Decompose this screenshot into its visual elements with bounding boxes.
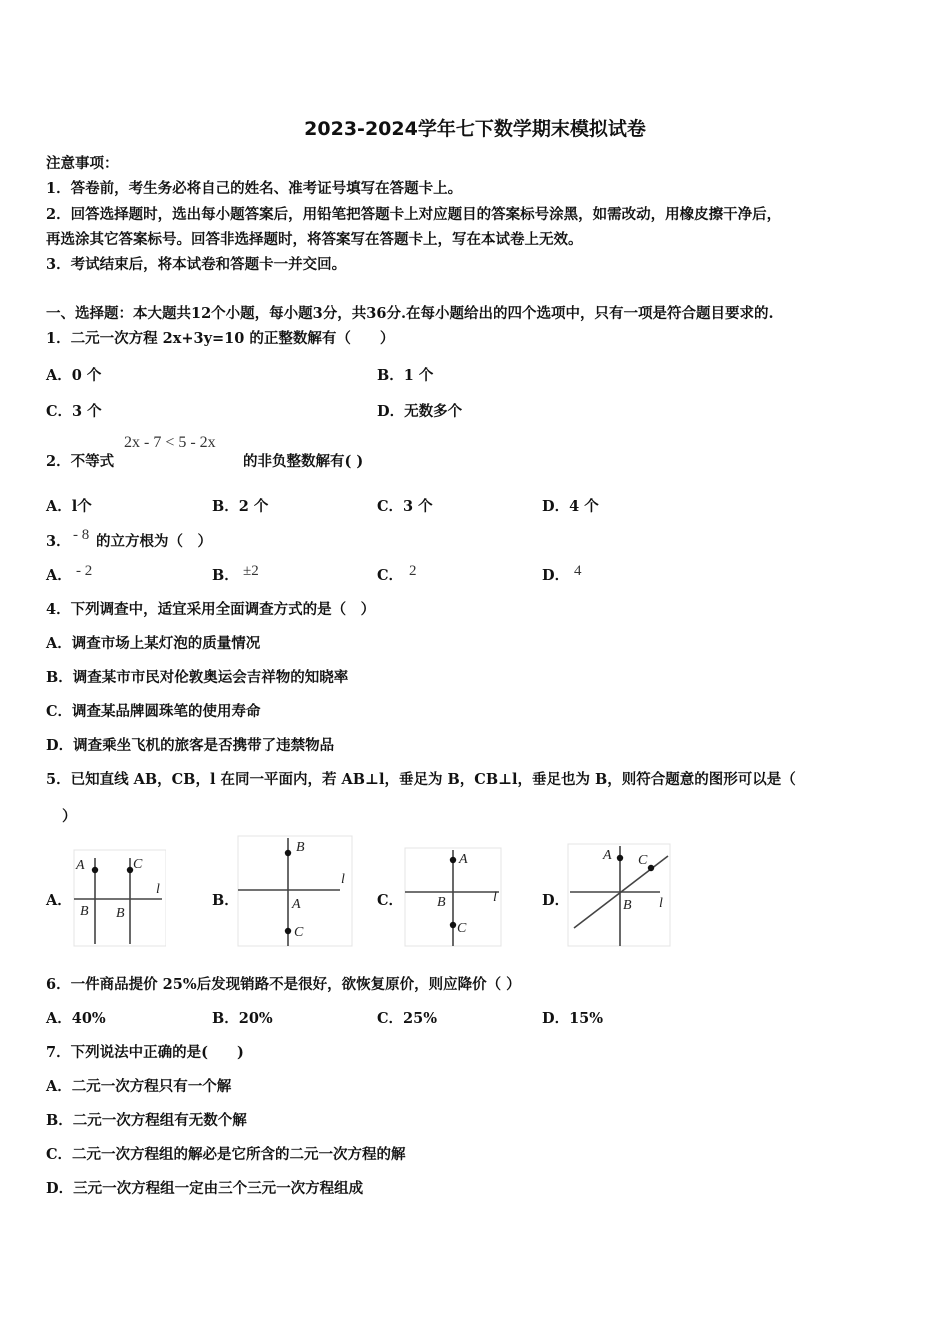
q3-option-b-value: ±2: [243, 563, 259, 579]
q6-option-c: C．25%: [377, 1010, 437, 1027]
q5-option-a: A．: [46, 892, 72, 909]
q6-option-a: A．40%: [46, 1010, 106, 1027]
label-C: C: [294, 925, 304, 940]
q6-option-d: D．15%: [542, 1010, 604, 1027]
q5-figure-d: [566, 842, 672, 948]
q3-option-a-value: - 2: [76, 563, 93, 579]
q7-option-c: C．二元一次方程组的解必是它所含的二元一次方程的解: [46, 1146, 406, 1163]
label-l: l: [659, 896, 663, 911]
q4-option-c: C．调查某品牌圆珠笔的使用寿命: [46, 703, 261, 720]
q3-option-b-label: B．: [212, 567, 239, 584]
label-l: l: [493, 890, 497, 905]
question-5-stem: 5．已知直线 AB，CB，l 在同一平面内，若 AB⊥l，垂足为 B，CB⊥l，垂足也为 B，则符合题意的图形可以是（: [46, 771, 796, 788]
question-2-stem: 2．不等式: [46, 453, 115, 470]
label-l: l: [341, 872, 345, 887]
label-A: A: [459, 852, 468, 867]
q3-option-c-value: 2: [409, 563, 417, 579]
q7-option-b: B．二元一次方程组有无数个解: [46, 1112, 247, 1129]
q6-option-b: B．20%: [212, 1010, 273, 1027]
q4-option-b: B．调查某市市民对伦敦奥运会吉祥物的知晓率: [46, 669, 349, 686]
q2-inequality: 2x - 7 < 5 - 2x: [124, 434, 216, 451]
q5-option-d: D．: [542, 892, 570, 909]
q5-option-c: C．: [377, 892, 404, 909]
question-5-stem-end: ）: [62, 808, 77, 825]
q2-option-d: D．4 个: [542, 498, 599, 515]
label-B: B: [80, 904, 89, 919]
q1-option-d: D．无数多个: [377, 403, 463, 420]
q4-option-d: D．调查乘坐飞机的旅客是否携带了违禁物品: [46, 737, 335, 754]
notice-item: 3．考试结束后，将本试卷和答题卡一并交回。: [46, 256, 347, 273]
question-3-stem-end: 的立方根为（ ）: [96, 533, 212, 550]
q3-option-a-label: A．: [46, 567, 72, 584]
q1-option-c: C．3 个: [46, 403, 102, 420]
q3-option-c-label: C．: [377, 567, 404, 584]
question-6-stem: 6．一件商品提价 25%后发现销路不是很好，欲恢复原价，则应降价（ ）: [46, 976, 521, 993]
q3-option-d-value: 4: [574, 563, 582, 579]
label-B: B: [437, 895, 446, 910]
q5-figure-a: [66, 848, 166, 948]
label-A: A: [603, 848, 612, 863]
question-2-stem-end: 的非负整数解有( ): [243, 453, 364, 470]
q2-option-c: C．3 个: [377, 498, 433, 515]
q4-option-a: A．调查市场上某灯泡的质量情况: [46, 635, 261, 652]
q2-option-b: B．2 个: [212, 498, 269, 515]
q5-option-b: B．: [212, 892, 239, 909]
q1-option-b: B．1 个: [377, 367, 434, 384]
label-C: C: [133, 857, 143, 872]
q5-figure-b: [236, 834, 354, 948]
notice-item: 1．答卷前，考生务必将自己的姓名、准考证号填写在答题卡上。: [46, 180, 463, 197]
q1-option-a: A．0 个: [46, 367, 102, 384]
q5-figure-c: [403, 846, 503, 948]
notice-heading: 注意事项：: [46, 155, 119, 172]
page-title: 2023-2024学年七下数学期末模拟试卷: [304, 118, 646, 140]
notice-item: 再选涂其它答案标号。回答非选择题时，将答案写在答题卡上，写在本试卷上无效。: [46, 231, 583, 248]
q7-option-a: A．二元一次方程只有一个解: [46, 1078, 232, 1095]
label-A: A: [292, 897, 301, 912]
q3-option-d-label: D．: [542, 567, 570, 584]
q2-option-a: A．l个: [46, 498, 92, 515]
label-l: l: [156, 882, 160, 897]
label-B: B: [296, 840, 305, 855]
question-3-stem: 3．: [46, 533, 71, 550]
label-C: C: [457, 921, 467, 936]
label-C: C: [638, 853, 648, 868]
section-heading: 一、选择题：本大题共12个小题，每小题3分，共36分.在每小题给出的四个选项中，只有一项是符合题目要求的.: [46, 305, 774, 322]
label-B: B: [623, 898, 632, 913]
label-A: A: [76, 858, 85, 873]
question-1-stem: 1．二元一次方程 2x+3y=10 的正整数解有（ ）: [46, 330, 395, 347]
q3-number: - 8: [73, 527, 90, 543]
question-4-stem: 4．下列调查中，适宜采用全面调查方式的是（ ）: [46, 601, 376, 618]
question-7-stem: 7．下列说法中正确的是( ): [46, 1044, 244, 1061]
q7-option-d: D．三元一次方程组一定由三个三元一次方程组成: [46, 1180, 364, 1197]
notice-item: 2．回答选择题时，选出每小题答案后，用铅笔把答题卡上对应题目的答案标号涂黑，如需改动，用橡皮擦干净后，: [46, 206, 782, 223]
label-B: B: [116, 906, 125, 921]
